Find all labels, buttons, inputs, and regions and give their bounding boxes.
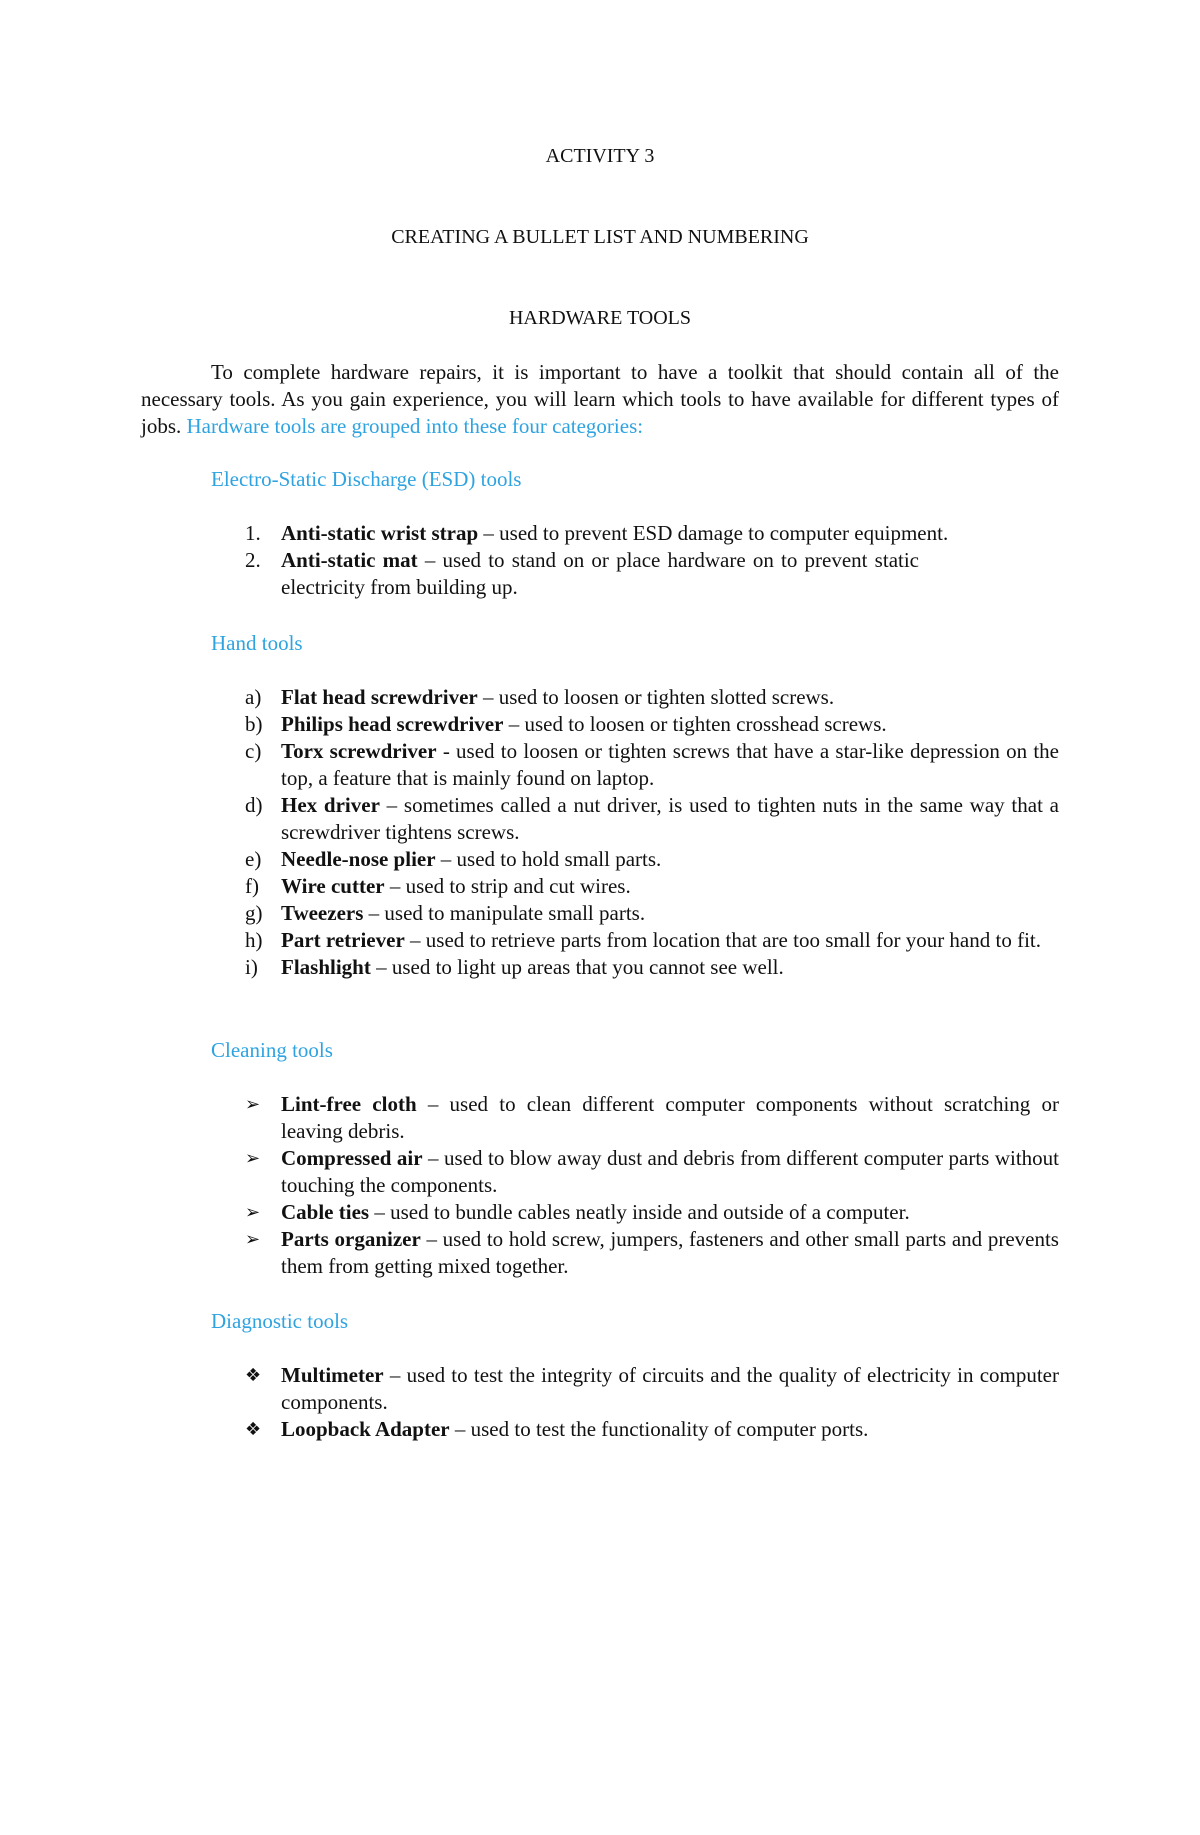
list-item [141, 1226, 1059, 1280]
list-item [141, 900, 1059, 927]
list-marker: 2. [245, 548, 261, 572]
list-marker: f) [245, 874, 259, 898]
arrow-bullet-icon: ➢ [245, 1202, 261, 1223]
item-term: Lint-free cloth [281, 1092, 417, 1116]
list-item [141, 520, 1059, 547]
item-term: Parts organizer [281, 1227, 421, 1251]
item-desc: – used to retrieve parts from location that are too small for your hand to fit. [404, 928, 1041, 952]
list-marker: a) [245, 685, 262, 709]
diamond-bullet-icon: ❖ [245, 1365, 262, 1386]
arrow-bullet-icon: ➢ [245, 1148, 261, 1169]
list-item [141, 547, 1059, 601]
item-desc: – used to blow away dust and debris from different computer parts without touching the components. [281, 1146, 1059, 1197]
list-marker: h) [245, 928, 263, 952]
item-desc: – used to stand on or place hardware on to prevent static electricity from building up. [281, 548, 920, 599]
item-term: Philips head screwdriver [281, 712, 504, 736]
category-title: Hand tools [211, 631, 303, 655]
item-term: Flashlight [281, 955, 371, 979]
subtitle-heading: CREATING A BULLET LIST AND NUMBERING [391, 226, 809, 248]
item-term: Cable ties [281, 1200, 370, 1224]
list-item [141, 846, 1059, 873]
arrow-bullet-icon: ➢ [245, 1094, 261, 1115]
diagnostic-tools-list [141, 1362, 1059, 1443]
list-marker: e) [245, 847, 262, 871]
list-item [141, 684, 1059, 711]
hand-tools-list [141, 684, 1059, 981]
item-term: Loopback Adapter [281, 1417, 450, 1441]
list-item [141, 873, 1059, 900]
list-marker: i) [245, 955, 258, 979]
list-item [141, 1199, 1059, 1226]
item-term: Anti-static wrist strap [281, 521, 479, 545]
section-heading: HARDWARE TOOLS [508, 307, 692, 329]
item-term: Multimeter [281, 1363, 384, 1387]
item-desc: – used to test the integrity of circuits and the quality of electricity in computer components. [281, 1363, 1059, 1414]
list-item [141, 738, 1059, 792]
list-item [141, 792, 1059, 846]
list-item [141, 1145, 1059, 1199]
list-item [141, 927, 1059, 954]
list-item [141, 711, 1059, 738]
list-marker: g) [245, 901, 263, 925]
item-desc: – used to hold screw, jumpers, fasteners and other small parts and prevents them from getting mixed together. [281, 1227, 1059, 1278]
item-term: Part retriever [281, 928, 405, 952]
category-title: Diagnostic tools [211, 1309, 349, 1333]
list-marker: d) [245, 793, 263, 817]
arrow-bullet-icon: ➢ [245, 1229, 261, 1250]
item-term: Compressed air [281, 1146, 423, 1170]
intro-paragraph [141, 359, 1059, 440]
category-title: Cleaning tools [211, 1038, 333, 1062]
diamond-bullet-icon: ❖ [245, 1419, 262, 1440]
intro-highlight: Hardware tools are grouped into these four categories: [186, 414, 644, 438]
item-desc: – used to test the functionality of computer ports. [449, 1417, 869, 1441]
item-desc: – used to bundle cables neatly inside and outside of a computer. [369, 1200, 910, 1224]
item-desc: - used to loosen or tighten screws that have a star-like depression on the top, a feature that is mainly found on laptop. [281, 739, 1060, 790]
item-desc: – sometimes called a nut driver, is used to tighten nuts in the same way that a screwdriver tightens screws. [281, 793, 1059, 844]
item-desc: – used to hold small parts. [435, 847, 662, 871]
list-item [141, 1091, 1059, 1145]
list-marker: 1. [245, 521, 261, 545]
item-term: Torx screwdriver [281, 739, 437, 763]
item-term: Tweezers [281, 901, 364, 925]
category-title: Electro-Static Discharge (ESD) tools [211, 467, 522, 491]
item-desc: – used to clean different computer components without scratching or leaving debris. [281, 1092, 1059, 1143]
intro-text: To complete hardware repairs, it is important to have a toolkit that should contain all of the necessary tools. As you gain experience, you will learn which tools to have available for different types of jobs. [141, 360, 1059, 438]
item-term: Flat head screwdriver [281, 685, 478, 709]
list-item [141, 1416, 1059, 1443]
item-term: Anti-static mat [281, 548, 418, 572]
item-desc: – used to strip and cut wires. [384, 874, 631, 898]
esd-tools-list [141, 520, 1059, 601]
activity-heading: ACTIVITY 3 [545, 145, 655, 167]
item-desc: – used to loosen or tighten crosshead screws. [503, 712, 887, 736]
item-desc: – used to loosen or tighten slotted screws. [477, 685, 835, 709]
list-item [141, 1362, 1059, 1416]
cleaning-tools-list [141, 1091, 1059, 1280]
item-term: Hex driver [281, 793, 380, 817]
list-marker: c) [245, 739, 262, 763]
item-desc: – used to prevent ESD damage to computer equipment. [478, 521, 949, 545]
item-desc: – used to manipulate small parts. [363, 901, 646, 925]
item-term: Needle-nose plier [281, 847, 436, 871]
item-term: Wire cutter [281, 874, 385, 898]
list-marker: b) [245, 712, 263, 736]
list-item [141, 954, 1059, 981]
item-desc: – used to light up areas that you cannot see well. [370, 955, 784, 979]
